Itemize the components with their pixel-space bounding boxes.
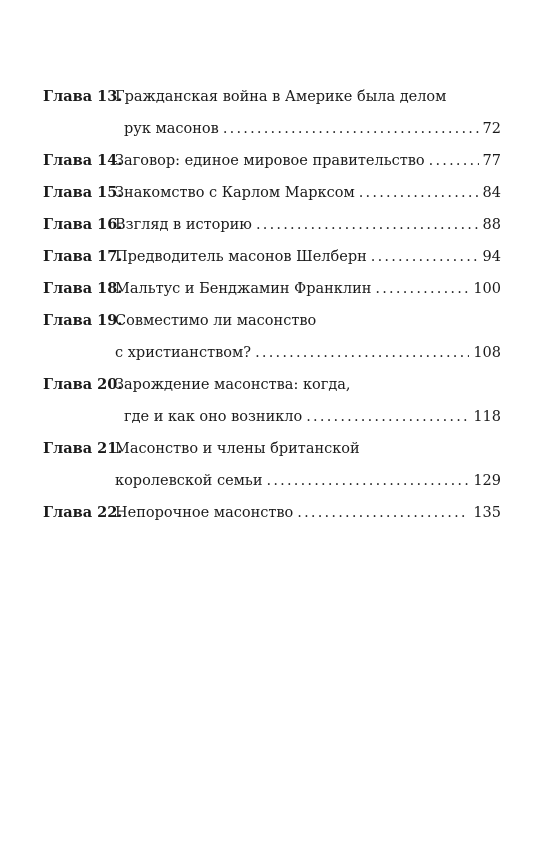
chapter-title-continued: где и как оно возникло bbox=[124, 409, 303, 425]
page-number: 77 bbox=[482, 153, 501, 169]
chapter-title: Предводитель масонов Шелберн bbox=[115, 249, 367, 265]
dot-leader bbox=[256, 214, 479, 236]
chapter-label: Глава 13. bbox=[43, 88, 123, 105]
toc-row bbox=[43, 342, 501, 364]
page-number: 84 bbox=[482, 185, 501, 201]
toc-row bbox=[43, 118, 501, 140]
chapter-title-continued: рук масонов bbox=[124, 121, 219, 137]
toc-row bbox=[43, 310, 501, 332]
dot-leader bbox=[375, 278, 469, 300]
toc-row bbox=[43, 150, 501, 172]
chapter-title-continued: с христианством? bbox=[115, 345, 252, 361]
chapter-label: Глава 14. bbox=[43, 152, 123, 169]
chapter-title: Взгляд в историю bbox=[115, 217, 252, 233]
toc-row bbox=[43, 374, 501, 396]
chapter-title: Масонство и члены британской bbox=[115, 441, 360, 457]
chapter-title: Мальтус и Бенджамин Франклин bbox=[115, 281, 372, 297]
page-number: 135 bbox=[473, 505, 501, 521]
chapter-label: Глава 18. bbox=[43, 280, 123, 297]
toc-entry bbox=[43, 182, 501, 204]
toc-entry bbox=[43, 278, 501, 300]
chapter-title: Знакомство с Карлом Марксом bbox=[115, 185, 355, 201]
toc-entry bbox=[43, 502, 501, 524]
page-number: 129 bbox=[473, 473, 501, 489]
toc-entry bbox=[43, 438, 501, 492]
toc-entry bbox=[43, 150, 501, 172]
dot-leader bbox=[429, 150, 479, 172]
page-number: 88 bbox=[482, 217, 501, 233]
table-of-contents bbox=[43, 86, 501, 534]
dot-leader bbox=[371, 246, 479, 268]
toc-row bbox=[43, 182, 501, 204]
toc-row bbox=[43, 470, 501, 492]
toc-row bbox=[43, 406, 501, 428]
toc-row bbox=[43, 502, 501, 524]
toc-row bbox=[43, 246, 501, 268]
chapter-title: Непорочное масонство bbox=[115, 505, 294, 521]
chapter-title-continued: королевской семьи bbox=[115, 473, 263, 489]
chapter-label: Глава 21. bbox=[43, 440, 123, 457]
toc-entry bbox=[43, 310, 501, 364]
toc-entry bbox=[43, 246, 501, 268]
toc-row bbox=[43, 278, 501, 300]
dot-leader bbox=[267, 470, 470, 492]
page-number: 108 bbox=[473, 345, 501, 361]
dot-leader bbox=[223, 118, 479, 140]
chapter-label: Глава 16. bbox=[43, 216, 123, 233]
toc-row bbox=[43, 214, 501, 236]
page-number: 72 bbox=[482, 121, 501, 137]
page-number: 100 bbox=[473, 281, 501, 297]
toc-entry bbox=[43, 86, 501, 140]
page-number: 118 bbox=[473, 409, 501, 425]
dot-leader bbox=[297, 502, 469, 524]
chapter-label: Глава 22. bbox=[43, 504, 123, 521]
dot-leader bbox=[255, 342, 469, 364]
page-number: 94 bbox=[482, 249, 501, 265]
toc-row bbox=[43, 438, 501, 460]
toc-entry bbox=[43, 374, 501, 428]
chapter-title: Совместимо ли масонство bbox=[115, 313, 317, 329]
toc-row bbox=[43, 86, 501, 108]
toc-entry bbox=[43, 214, 501, 236]
dot-leader bbox=[306, 406, 469, 428]
chapter-title: Гражданская война в Америке была делом bbox=[115, 89, 447, 105]
chapter-label: Глава 15. bbox=[43, 184, 123, 201]
chapter-title: Зарождение масонства: когда, bbox=[115, 377, 351, 393]
chapter-label: Глава 19. bbox=[43, 312, 123, 329]
chapter-label: Глава 17. bbox=[43, 248, 123, 265]
chapter-title: Заговор: единое мировое правительство bbox=[115, 153, 425, 169]
chapter-label: Глава 20. bbox=[43, 376, 123, 393]
dot-leader bbox=[359, 182, 479, 204]
